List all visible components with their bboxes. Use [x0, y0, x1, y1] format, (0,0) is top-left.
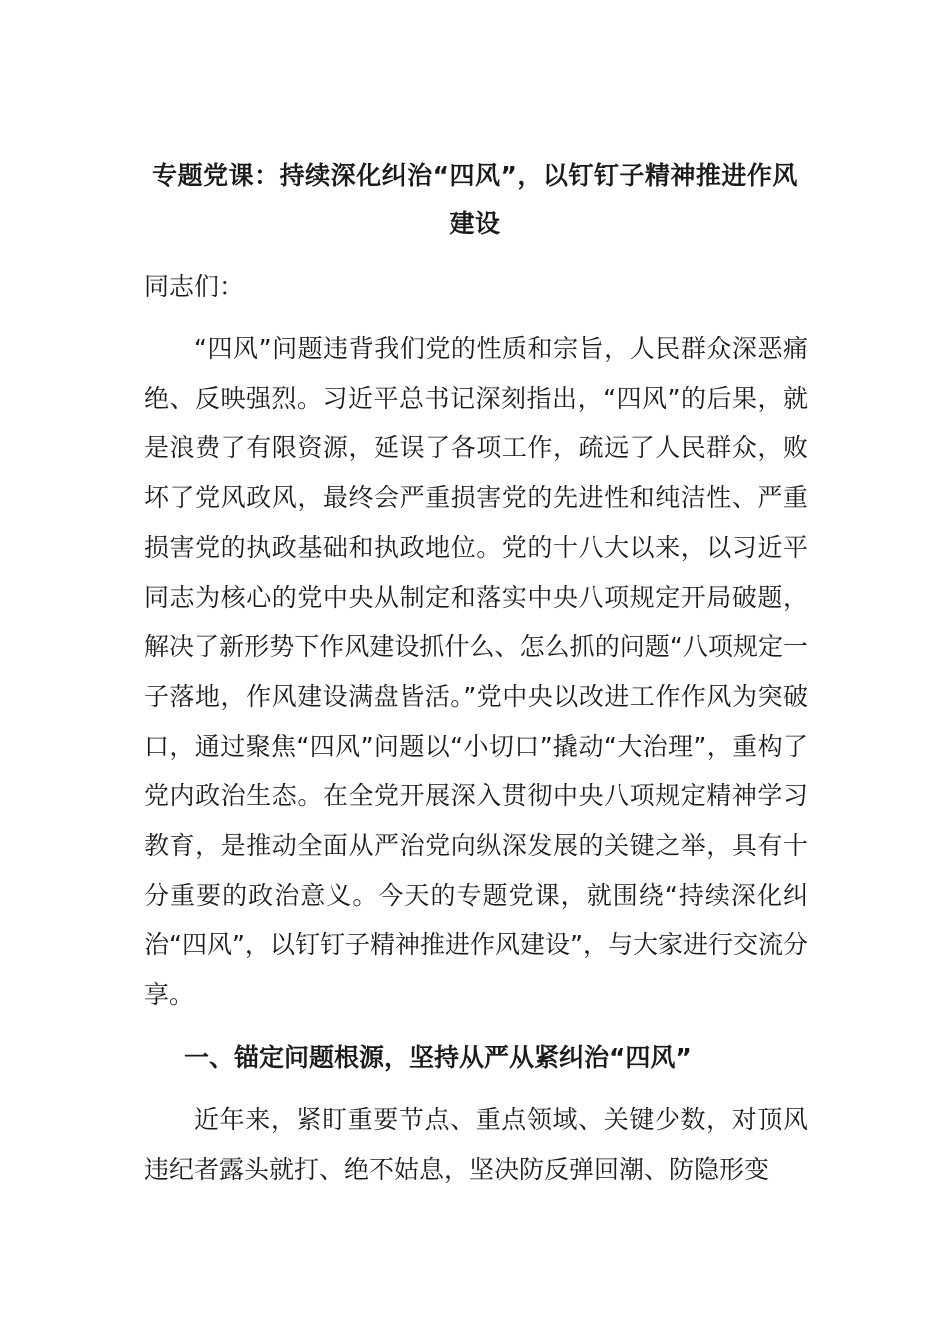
- body-paragraph-1: “四风”问题违背我们党的性质和宗旨，人民群众深恶痛绝、反映强烈。习近平总书记深刻指出，“四风”的后果，就是浪费了有限资源，延误了各项工作，疏远了人民群众，败坏了党风政风，最终会严重损害党的先进性和纯洁性、严重损害党的执政基础和执政地位。党的十八大以来，以习近平同志为核心的党中央从制定和落实中央八项规定开局破题，解决了新形势下作风建设抓什么、怎么抓的问题“八项规定一子落地，作风建设满盘皆活。”党中央以改进工作作风为突破口，通过聚焦“四风”问题以“小切口”撬动“大治理”，重构了党内政治生态。在全党开展深入贯彻中央八项规定精神学习教育，是推动全面从严治党向纵深发展的关键之举，具有十分重要的政治意义。今天的专题党课，就围绕“持续深化纠治“四风”，以钉钉子精神推进作风建设”，与大家进行交流分享。: [144, 334, 808, 1010]
- body-paragraph-2: 近年来，紧盯重要节点、重点领域、关键少数，对顶风违纪者露头就打、绝不姑息，坚决防反弹回潮、防隐形变: [144, 1105, 808, 1184]
- document-title: 专题党课：持续深化纠治“四风”，以钉钉子精神推进作风建设: [152, 161, 798, 238]
- greeting: 同志们：: [144, 272, 245, 301]
- section-heading-1: 一、锚定问题根源，坚持从严从紧纠治“四风”: [184, 1043, 692, 1072]
